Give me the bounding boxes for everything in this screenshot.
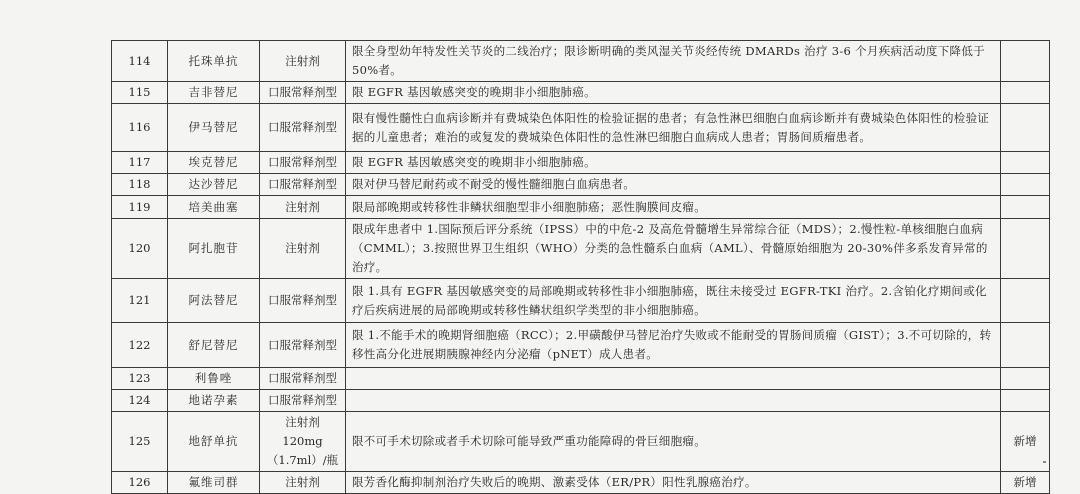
table-row bbox=[112, 152, 1050, 174]
payment-limit bbox=[346, 390, 1001, 412]
row-number: 117 bbox=[112, 152, 168, 174]
remark: 新增 bbox=[1001, 472, 1050, 494]
table-row bbox=[112, 174, 1050, 196]
table-row bbox=[112, 390, 1050, 412]
remark bbox=[1001, 323, 1050, 368]
dosage-form: 注射剂 bbox=[260, 41, 346, 82]
table-row bbox=[112, 104, 1050, 152]
drug-name: 培美曲塞 bbox=[168, 196, 260, 219]
row-number: 126 bbox=[112, 472, 168, 494]
table-row bbox=[112, 323, 1050, 368]
drug-name: 吉非替尼 bbox=[168, 82, 260, 104]
row-number: 115 bbox=[112, 82, 168, 104]
table-row bbox=[112, 196, 1050, 219]
table-row bbox=[112, 412, 1050, 472]
remark bbox=[1001, 279, 1050, 323]
dosage-form: 口服常释剂型 bbox=[260, 104, 346, 152]
payment-limit: 限有慢性髓性白血病诊断并有费城染色体阳性的检验证据的患者；有急性淋巴细胞白血病诊断并有费城染色体阳性的检验证据的儿童患者；难治的或复发的费城染色体阳性的急性淋巴细胞白血病成人患者；胃肠间质瘤患者。 bbox=[346, 104, 1001, 152]
row-number: 122 bbox=[112, 323, 168, 368]
remark bbox=[1001, 174, 1050, 196]
remark bbox=[1001, 82, 1050, 104]
drug-name: 利鲁唑 bbox=[168, 368, 260, 390]
remark bbox=[1001, 196, 1050, 219]
drug-name: 地诺孕素 bbox=[168, 390, 260, 412]
payment-limit: 限全身型幼年特发性关节炎的二线治疗；限诊断明确的类风湿关节炎经传统 DMARDs 治疗 3-6 个月疾病活动度下降低于 50%者。 bbox=[346, 41, 1001, 82]
dosage-form: 口服常释剂型 bbox=[260, 279, 346, 323]
payment-limit bbox=[346, 368, 1001, 390]
drug-name: 氟维司群 bbox=[168, 472, 260, 494]
table-row bbox=[112, 82, 1050, 104]
remark bbox=[1001, 368, 1050, 390]
row-number: 119 bbox=[112, 196, 168, 219]
payment-limit: 限成年患者中 1.国际预后评分系统（IPSS）中的中危-2 及高危骨髓增生异常综合征（MDS）；2.慢性粒-单核细胞白血病（CMML）；3.按照世界卫生组织（WHO）分类的急性髓系白血病（AML）、骨髓原始细胞为 20-30%伴多系发育异常的治疗。 bbox=[346, 219, 1001, 279]
scan-speck bbox=[1043, 461, 1046, 463]
table-row bbox=[112, 368, 1050, 390]
dosage-form: 口服常释剂型 bbox=[260, 390, 346, 412]
row-number: 114 bbox=[112, 41, 168, 82]
drug-name: 地舒单抗 bbox=[168, 412, 260, 472]
drug-name: 达沙替尼 bbox=[168, 174, 260, 196]
payment-limit: 限 EGFR 基因敏感突变的晚期非小细胞肺癌。 bbox=[346, 152, 1001, 174]
drug-name: 托珠单抗 bbox=[168, 41, 260, 82]
dosage-form: 口服常释剂型 bbox=[260, 174, 346, 196]
payment-limit: 限 1.具有 EGFR 基因敏感突变的局部晚期或转移性非小细胞肺癌，既往未接受过 EGFR-TKI 治疗。2.含铂化疗期间或化疗后疾病进展的局部晚期或转移性鳞状组织学类型的非小细胞肺癌。 bbox=[346, 279, 1001, 323]
dosage-form: 口服常释剂型 bbox=[260, 152, 346, 174]
row-number: 124 bbox=[112, 390, 168, 412]
payment-limit: 限 1.不能手术的晚期肾细胞癌（RCC）；2.甲磺酸伊马替尼治疗失败或不能耐受的胃肠间质瘤（GIST）；3.不可切除的，转移性高分化进展期胰腺神经内分泌瘤（pNET）成人患者。 bbox=[346, 323, 1001, 368]
table-row bbox=[112, 279, 1050, 323]
row-number: 121 bbox=[112, 279, 168, 323]
drug-name: 阿法替尼 bbox=[168, 279, 260, 323]
drug-name: 伊马替尼 bbox=[168, 104, 260, 152]
remark bbox=[1001, 41, 1050, 82]
dosage-form: 注射剂 bbox=[260, 219, 346, 279]
remark bbox=[1001, 219, 1050, 279]
row-number: 116 bbox=[112, 104, 168, 152]
drug-name: 埃克替尼 bbox=[168, 152, 260, 174]
row-number: 123 bbox=[112, 368, 168, 390]
payment-limit: 限局部晚期或转移性非鳞状细胞型非小细胞肺癌；恶性胸膜间皮瘤。 bbox=[346, 196, 1001, 219]
row-number: 118 bbox=[112, 174, 168, 196]
table-row bbox=[112, 41, 1050, 82]
remark bbox=[1001, 104, 1050, 152]
table-row bbox=[112, 219, 1050, 279]
dosage-form: 口服常释剂型 bbox=[260, 368, 346, 390]
dosage-form: 注射剂 bbox=[260, 472, 346, 494]
remark: 新增 bbox=[1001, 412, 1050, 472]
drug-name: 阿扎胞苷 bbox=[168, 219, 260, 279]
row-number: 120 bbox=[112, 219, 168, 279]
dosage-form: 口服常释剂型 bbox=[260, 82, 346, 104]
row-number: 125 bbox=[112, 412, 168, 472]
payment-limit: 限 EGFR 基因敏感突变的晚期非小细胞肺癌。 bbox=[346, 82, 1001, 104]
remark bbox=[1001, 390, 1050, 412]
drug-name: 舒尼替尼 bbox=[168, 323, 260, 368]
remark bbox=[1001, 152, 1050, 174]
payment-limit: 限芳香化酶抑制剂治疗失败后的晚期、激素受体（ER/PR）阳性乳腺癌治疗。 bbox=[346, 472, 1001, 494]
dosage-form: 注射剂 120mg（1.7ml）/瓶 bbox=[260, 412, 346, 472]
table-row bbox=[112, 472, 1050, 494]
payment-limit: 限不可手术切除或者手术切除可能导致严重功能障碍的骨巨细胞瘤。 bbox=[346, 412, 1001, 472]
dosage-form: 注射剂 bbox=[260, 196, 346, 219]
dosage-form: 口服常释剂型 bbox=[260, 323, 346, 368]
drug-restriction-table bbox=[111, 40, 1050, 494]
payment-limit: 限对伊马替尼耐药或不耐受的慢性髓细胞白血病患者。 bbox=[346, 174, 1001, 196]
